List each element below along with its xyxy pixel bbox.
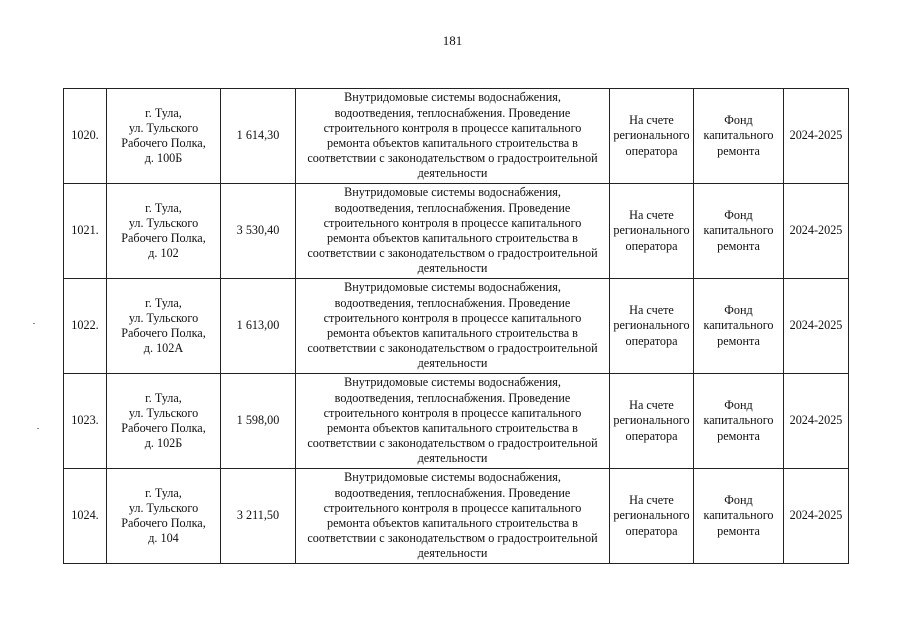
account-line: На счете xyxy=(629,398,674,413)
table-row xyxy=(64,469,849,564)
account-line: оператора xyxy=(625,333,678,348)
account-line: На счете xyxy=(629,208,674,223)
source-line: Фонд xyxy=(724,113,753,128)
address-line: г. Тула, xyxy=(145,200,182,215)
period-cell: 2024-2025 xyxy=(784,469,849,564)
works-description-cell xyxy=(296,469,610,564)
works-line: ремонта объектов капитального строительства в xyxy=(327,231,578,245)
address-line: д. 102 xyxy=(148,246,179,261)
source-line: ремонта xyxy=(717,523,760,538)
account-cell xyxy=(610,374,694,469)
address-line: Рабочего Полка, xyxy=(121,516,206,530)
works-line: строительного контроля в процессе капитального xyxy=(323,405,582,420)
works-line: Внутридомовые системы водоснабжения, xyxy=(344,90,561,105)
works-line: соответствии с законодательством о градостроительной xyxy=(307,531,598,546)
works-description-cell xyxy=(296,374,610,469)
source-line: ремонта xyxy=(717,333,760,348)
works-line: деятельности xyxy=(417,546,488,561)
works-line: ремонта объектов капитального строительства в xyxy=(327,326,578,340)
address-line: д. 102Б xyxy=(144,436,183,451)
table-row xyxy=(64,89,849,184)
table-row xyxy=(64,184,849,279)
address-line: г. Тула, xyxy=(145,295,182,310)
area-cell: 1 598,00 xyxy=(221,374,296,469)
account-line: регионального xyxy=(613,318,690,333)
address-line: ул. Тульского xyxy=(128,215,199,230)
area-cell: 1 613,00 xyxy=(221,279,296,374)
address-line: ул. Тульского xyxy=(128,310,199,325)
works-line: деятельности xyxy=(417,451,488,466)
address-line: Рабочего Полка, xyxy=(121,421,206,435)
area-cell: 3 530,40 xyxy=(221,184,296,279)
source-line: капитального xyxy=(703,413,774,428)
scan-speck xyxy=(33,323,35,324)
account-cell xyxy=(610,469,694,564)
row-number: 1020. xyxy=(64,89,107,184)
works-line: строительного контроля в процессе капитального xyxy=(323,500,582,515)
source-line: ремонта xyxy=(717,238,760,253)
funding-source-cell xyxy=(694,469,784,564)
works-line: соответствии с законодательством о градостроительной xyxy=(307,341,598,356)
account-line: На счете xyxy=(629,303,674,318)
works-description-cell xyxy=(296,279,610,374)
period-cell: 2024-2025 xyxy=(784,184,849,279)
works-line: деятельности xyxy=(417,166,488,181)
page-number: 181 xyxy=(442,33,463,48)
source-line: Фонд xyxy=(724,398,753,413)
works-line: соответствии с законодательством о градостроительной xyxy=(307,151,598,166)
funding-source-cell xyxy=(694,184,784,279)
address-line: г. Тула, xyxy=(145,105,182,120)
address-line: г. Тула, xyxy=(145,485,182,500)
works-line: соответствии с законодательством о градостроительной xyxy=(307,436,598,451)
row-number: 1023. xyxy=(64,374,107,469)
works-line: водоотведения, теплоснабжения. Проведение xyxy=(334,390,571,405)
account-line: На счете xyxy=(629,113,674,128)
source-line: капитального xyxy=(703,223,774,238)
source-line: капитального xyxy=(703,508,774,523)
works-line: деятельности xyxy=(417,356,488,371)
address-cell xyxy=(107,279,221,374)
address-line: ул. Тульского xyxy=(128,405,199,420)
address-line: д. 102А xyxy=(143,341,184,356)
row-number: 1024. xyxy=(64,469,107,564)
account-line: регионального xyxy=(613,413,690,428)
account-line: регионального xyxy=(613,223,690,238)
account-line: оператора xyxy=(625,143,678,158)
address-line: д. 100Б xyxy=(144,151,183,166)
account-line: оператора xyxy=(625,523,678,538)
works-description-cell xyxy=(296,89,610,184)
funding-source-cell xyxy=(694,279,784,374)
works-line: водоотведения, теплоснабжения. Проведение xyxy=(334,485,571,500)
account-line: оператора xyxy=(625,428,678,443)
works-line: Внутридомовые системы водоснабжения, xyxy=(344,185,561,200)
row-number: 1022. xyxy=(64,279,107,374)
works-line: водоотведения, теплоснабжения. Проведение xyxy=(334,105,571,120)
period-cell: 2024-2025 xyxy=(784,279,849,374)
works-description-cell xyxy=(296,184,610,279)
address-cell xyxy=(107,374,221,469)
repair-works-table xyxy=(63,88,849,564)
source-line: Фонд xyxy=(724,303,753,318)
funding-source-cell xyxy=(694,89,784,184)
works-line: Внутридомовые системы водоснабжения, xyxy=(344,470,561,485)
works-line: соответствии с законодательством о градостроительной xyxy=(307,246,598,261)
address-cell xyxy=(107,89,221,184)
source-line: капитального xyxy=(703,128,774,143)
address-line: Рабочего Полка, xyxy=(121,136,206,150)
row-number: 1021. xyxy=(64,184,107,279)
address-line: д. 104 xyxy=(148,531,179,546)
source-line: ремонта xyxy=(717,428,760,443)
works-line: строительного контроля в процессе капитального xyxy=(323,215,582,230)
period-cell: 2024-2025 xyxy=(784,89,849,184)
account-line: регионального xyxy=(613,128,690,143)
address-line: Рабочего Полка, xyxy=(121,326,206,340)
source-line: Фонд xyxy=(724,493,753,508)
address-line: Рабочего Полка, xyxy=(121,231,206,245)
works-line: водоотведения, теплоснабжения. Проведение xyxy=(334,200,571,215)
works-line: деятельности xyxy=(417,261,488,276)
source-line: Фонд xyxy=(724,208,753,223)
account-line: регионального xyxy=(613,508,690,523)
works-line: ремонта объектов капитального строительства в xyxy=(327,136,578,150)
account-cell xyxy=(610,279,694,374)
works-line: строительного контроля в процессе капитального xyxy=(323,120,582,135)
source-line: ремонта xyxy=(717,143,760,158)
area-cell: 1 614,30 xyxy=(221,89,296,184)
period-cell: 2024-2025 xyxy=(784,374,849,469)
table-row xyxy=(64,279,849,374)
scan-speck xyxy=(37,428,39,429)
address-cell xyxy=(107,184,221,279)
table-row xyxy=(64,374,849,469)
works-line: Внутридомовые системы водоснабжения, xyxy=(344,280,561,295)
address-line: ул. Тульского xyxy=(128,500,199,515)
address-line: ул. Тульского xyxy=(128,120,199,135)
account-cell xyxy=(610,184,694,279)
funding-source-cell xyxy=(694,374,784,469)
works-line: водоотведения, теплоснабжения. Проведение xyxy=(334,295,571,310)
address-cell xyxy=(107,469,221,564)
account-line: оператора xyxy=(625,238,678,253)
address-line: г. Тула, xyxy=(145,390,182,405)
account-cell xyxy=(610,89,694,184)
works-line: ремонта объектов капитального строительства в xyxy=(327,421,578,435)
works-line: Внутридомовые системы водоснабжения, xyxy=(344,375,561,390)
works-line: ремонта объектов капитального строительства в xyxy=(327,516,578,530)
area-cell: 3 211,50 xyxy=(221,469,296,564)
account-line: На счете xyxy=(629,493,674,508)
works-line: строительного контроля в процессе капитального xyxy=(323,310,582,325)
table-body xyxy=(64,89,849,564)
source-line: капитального xyxy=(703,318,774,333)
